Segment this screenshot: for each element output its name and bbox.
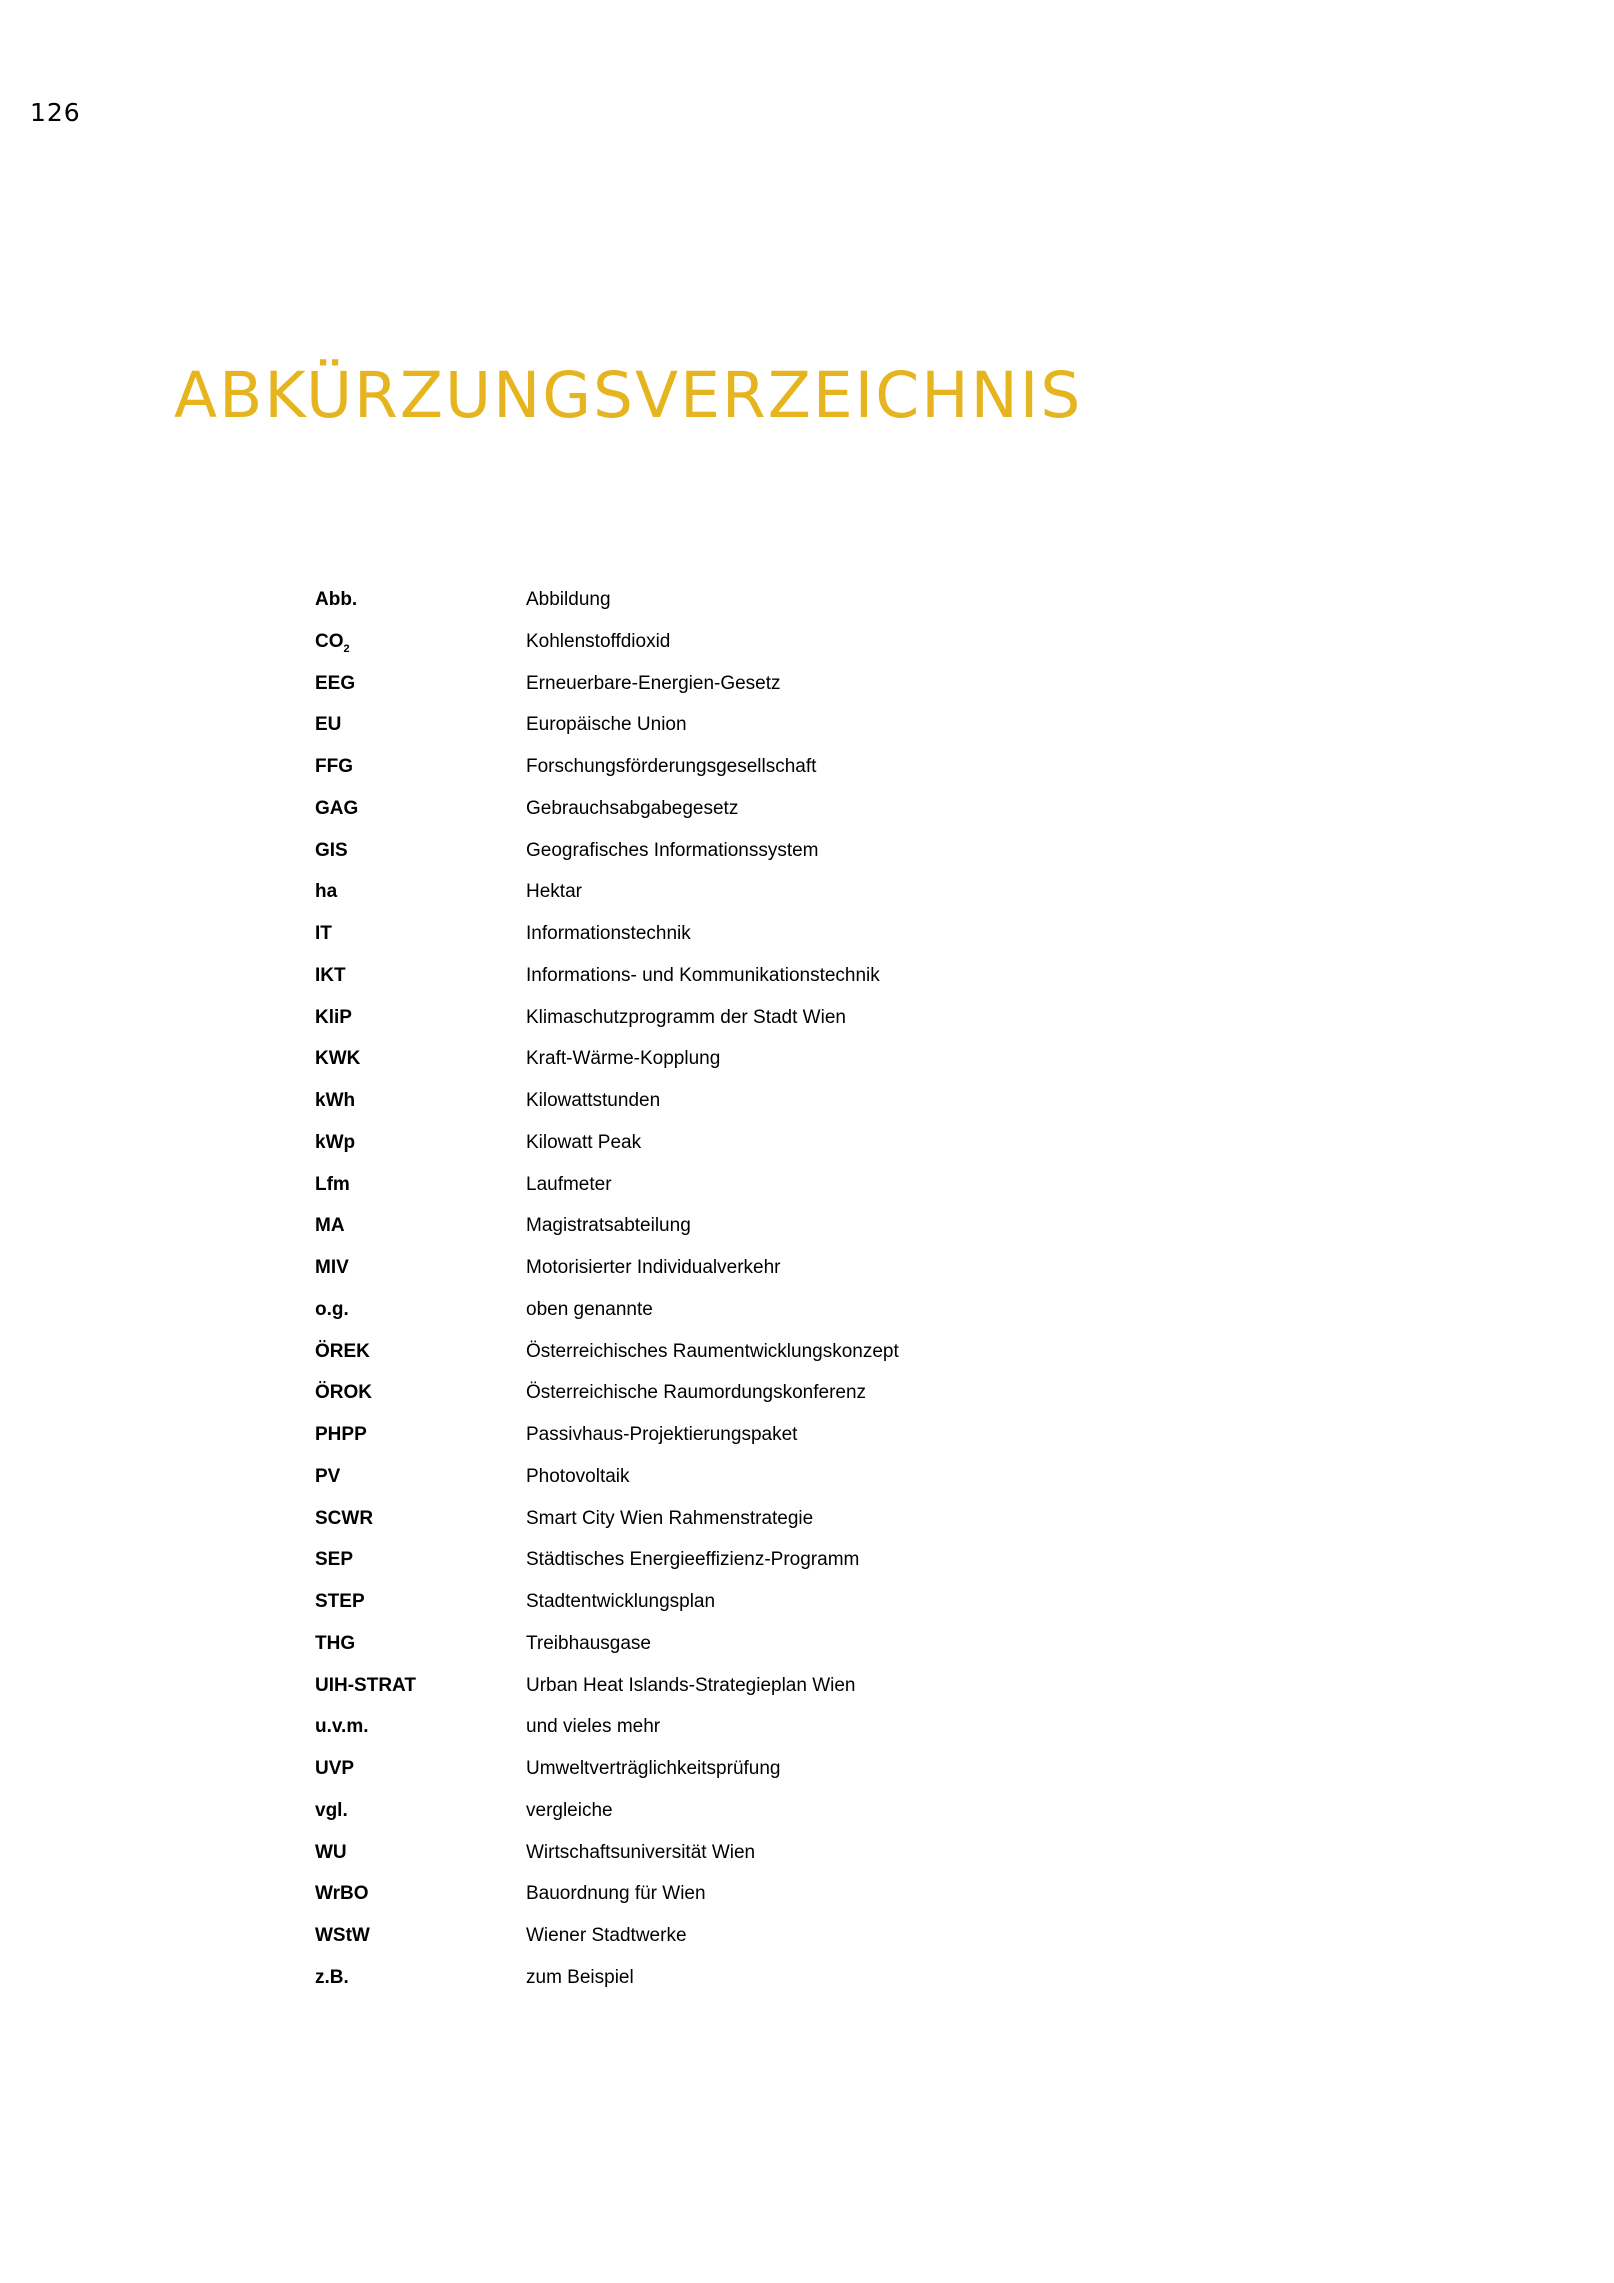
abbreviation-definition: Treibhausgase [526, 1632, 651, 1654]
abbreviation-term [315, 1418, 526, 1451]
abbreviation-term-text: CO [315, 630, 344, 652]
abbreviation-row [315, 1669, 1115, 1711]
abbreviation-definition: Magistratsabteilung [526, 1215, 691, 1237]
abbreviation-definition: Informationstechnik [526, 923, 691, 944]
abbreviation-row [315, 1293, 1115, 1335]
abbreviation-row [315, 1335, 1115, 1377]
abbreviation-term-text: GIS [315, 839, 348, 861]
abbreviation-term [315, 959, 526, 992]
abbreviation-term-text: u.v.m. [315, 1716, 369, 1738]
abbreviation-term-text: ÖROK [315, 1382, 372, 1404]
abbreviation-term [315, 625, 526, 658]
abbreviation-term-text: MA [315, 1215, 345, 1237]
abbreviation-term [315, 583, 526, 616]
abbreviation-definition: Kilowattstunden [526, 1090, 661, 1111]
abbreviation-term [315, 792, 526, 825]
abbreviation-term-text: KliP [315, 1006, 352, 1028]
abbreviation-row [315, 1168, 1115, 1210]
abbreviation-term [315, 1126, 526, 1159]
abbreviation-term-text: UVP [315, 1758, 355, 1779]
abbreviation-term-text: GAG [315, 797, 359, 819]
abbreviation-term [315, 1209, 526, 1242]
abbreviation-term-text: MIV [315, 1257, 349, 1278]
abbreviation-row [315, 1042, 1115, 1084]
abbreviation-row [315, 917, 1115, 959]
abbreviation-definition: Europäische Union [526, 714, 687, 736]
abbreviation-row [315, 1251, 1115, 1293]
abbreviation-row [315, 1710, 1115, 1752]
page-number: 126 [30, 98, 81, 127]
abbreviation-term [315, 1168, 526, 1201]
abbreviation-definition: Wiener Stadtwerke [526, 1925, 687, 1946]
abbreviation-row [315, 875, 1115, 917]
abbreviation-term [315, 1669, 526, 1702]
abbreviation-row [315, 1961, 1115, 2003]
abbreviation-definition: und vieles mehr [526, 1716, 661, 1738]
abbreviation-term-text: kWp [315, 1131, 356, 1153]
abbreviation-row [315, 1209, 1115, 1251]
abbreviation-row [315, 1877, 1115, 1919]
abbreviation-term [315, 1376, 526, 1409]
abbreviation-term-text: IKT [315, 964, 346, 986]
abbreviation-definition: Informations- und Kommunikationstechnik [526, 964, 880, 986]
abbreviation-term [315, 1001, 526, 1034]
abbreviation-definition: Kraft-Wärme-Kopplung [526, 1048, 721, 1070]
abbreviation-definition: Österreichische Raumordungskonferenz [526, 1382, 867, 1404]
abbreviation-term [315, 1460, 526, 1493]
abbreviation-definition: Passivhaus-Projektierungspaket [526, 1424, 798, 1445]
abbreviation-row [315, 1752, 1115, 1794]
abbreviation-definition: Wirtschaftsuniversität Wien [526, 1841, 756, 1863]
abbreviation-term-text: o.g. [315, 1298, 349, 1320]
abbreviation-definition: Motorisierter Individualverkehr [526, 1257, 781, 1278]
abbreviation-row [315, 1460, 1115, 1502]
abbreviation-definition: zum Beispiel [526, 1966, 634, 1988]
abbreviation-definition: Photovoltaik [526, 1465, 630, 1487]
abbreviation-definition: Erneuerbare-Energien-Gesetz [526, 672, 781, 694]
abbreviation-row [315, 1543, 1115, 1585]
abbreviation-term-text: FFG [315, 756, 353, 777]
abbreviation-term-text: ÖREK [315, 1340, 370, 1362]
abbreviation-definition: Österreichisches Raumentwicklungskonzept [526, 1340, 899, 1362]
abbreviation-definition: Kilowatt Peak [526, 1131, 642, 1153]
abbreviation-term-text: PV [315, 1465, 341, 1487]
abbreviation-term [315, 708, 526, 741]
abbreviation-term [315, 1919, 526, 1952]
abbreviation-term [315, 1042, 526, 1075]
page-title: ABKÜRZUNGSVERZEICHNIS [174, 359, 1083, 432]
abbreviation-row [315, 1418, 1115, 1460]
abbreviation-subscript: 2 [343, 642, 350, 655]
abbreviation-definition: Gebrauchsabgabegesetz [526, 797, 739, 819]
abbreviation-term [315, 1752, 526, 1785]
abbreviation-term-text: z.B. [315, 1966, 349, 1988]
abbreviation-definition: Städtisches Energieeffizienz-Programm [526, 1549, 860, 1571]
abbreviation-row [315, 1126, 1115, 1168]
abbreviation-term-text: Lfm [315, 1173, 350, 1195]
abbreviation-row [315, 1502, 1115, 1544]
abbreviation-term [315, 1251, 526, 1284]
abbreviation-definition: Kohlenstoffdioxid [526, 630, 671, 652]
abbreviation-row [315, 667, 1115, 709]
abbreviation-term-text: vgl. [315, 1799, 348, 1821]
abbreviation-term-text: EEG [315, 672, 356, 694]
abbreviation-row [315, 1376, 1115, 1418]
abbreviation-definition: Smart City Wien Rahmenstrategie [526, 1507, 814, 1529]
abbreviation-term-text: SEP [315, 1549, 354, 1571]
abbreviation-term [315, 750, 526, 783]
abbreviation-row [315, 1794, 1115, 1836]
abbreviation-term-text: WU [315, 1841, 347, 1863]
abbreviation-term [315, 667, 526, 700]
abbreviation-term [315, 1293, 526, 1326]
abbreviation-row [315, 959, 1115, 1001]
abbreviation-term-text: WrBO [315, 1883, 369, 1905]
abbreviation-definition: Klimaschutzprogramm der Stadt Wien [526, 1006, 846, 1028]
abbreviation-term [315, 1627, 526, 1660]
abbreviation-definition: Umweltverträglichkeitsprüfung [526, 1758, 781, 1779]
abbreviation-definition: Abbildung [526, 589, 611, 610]
abbreviation-term [315, 1543, 526, 1576]
abbreviation-term-text: THG [315, 1632, 356, 1654]
abbreviation-term-text: Abb. [315, 589, 358, 610]
abbreviation-row [315, 583, 1115, 625]
abbreviation-term [315, 1502, 526, 1535]
abbreviation-term-text: SCWR [315, 1507, 374, 1529]
abbreviation-row [315, 750, 1115, 792]
abbreviation-definition: Stadtentwicklungsplan [526, 1591, 716, 1612]
abbreviation-term [315, 1877, 526, 1910]
abbreviation-row [315, 1585, 1115, 1627]
abbreviation-definition: Bauordnung für Wien [526, 1883, 706, 1905]
abbreviation-term-text: UIH-STRAT [315, 1674, 416, 1696]
abbreviation-term [315, 1084, 526, 1117]
abbreviation-definition: Forschungsförderungsgesellschaft [526, 756, 817, 777]
abbreviation-term [315, 1794, 526, 1827]
abbreviation-term-text: kWh [315, 1090, 356, 1111]
abbreviation-term-text: STEP [315, 1591, 365, 1612]
abbreviation-row [315, 1919, 1115, 1961]
abbreviation-term-text: EU [315, 714, 342, 736]
abbreviation-term [315, 1961, 526, 1994]
abbreviation-term [315, 1710, 526, 1743]
abbreviation-row [315, 834, 1115, 876]
abbreviation-term [315, 1836, 526, 1869]
abbreviation-row [315, 1836, 1115, 1878]
abbreviation-row [315, 1627, 1115, 1669]
abbreviation-term-text: PHPP [315, 1424, 367, 1445]
abbreviation-list [315, 583, 1115, 2003]
abbreviation-term-text: KWK [315, 1048, 361, 1070]
abbreviation-definition: oben genannte [526, 1298, 653, 1320]
abbreviation-definition: vergleiche [526, 1799, 613, 1821]
abbreviation-term-text: ha [315, 881, 338, 903]
abbreviation-term [315, 1585, 526, 1618]
abbreviation-definition: Geografisches Informationssystem [526, 839, 819, 861]
abbreviation-row [315, 1084, 1115, 1126]
abbreviation-definition: Laufmeter [526, 1173, 612, 1195]
abbreviation-row [315, 1001, 1115, 1043]
abbreviation-row [315, 708, 1115, 750]
abbreviation-row [315, 625, 1115, 667]
abbreviation-term [315, 875, 526, 908]
abbreviation-term [315, 834, 526, 867]
abbreviation-term-text: WStW [315, 1925, 370, 1946]
abbreviation-definition: Urban Heat Islands-Strategieplan Wien [526, 1674, 856, 1696]
abbreviation-term [315, 917, 526, 950]
abbreviation-term [315, 1335, 526, 1368]
abbreviation-term-text: IT [315, 923, 332, 944]
abbreviation-definition: Hektar [526, 881, 582, 903]
abbreviation-row [315, 792, 1115, 834]
